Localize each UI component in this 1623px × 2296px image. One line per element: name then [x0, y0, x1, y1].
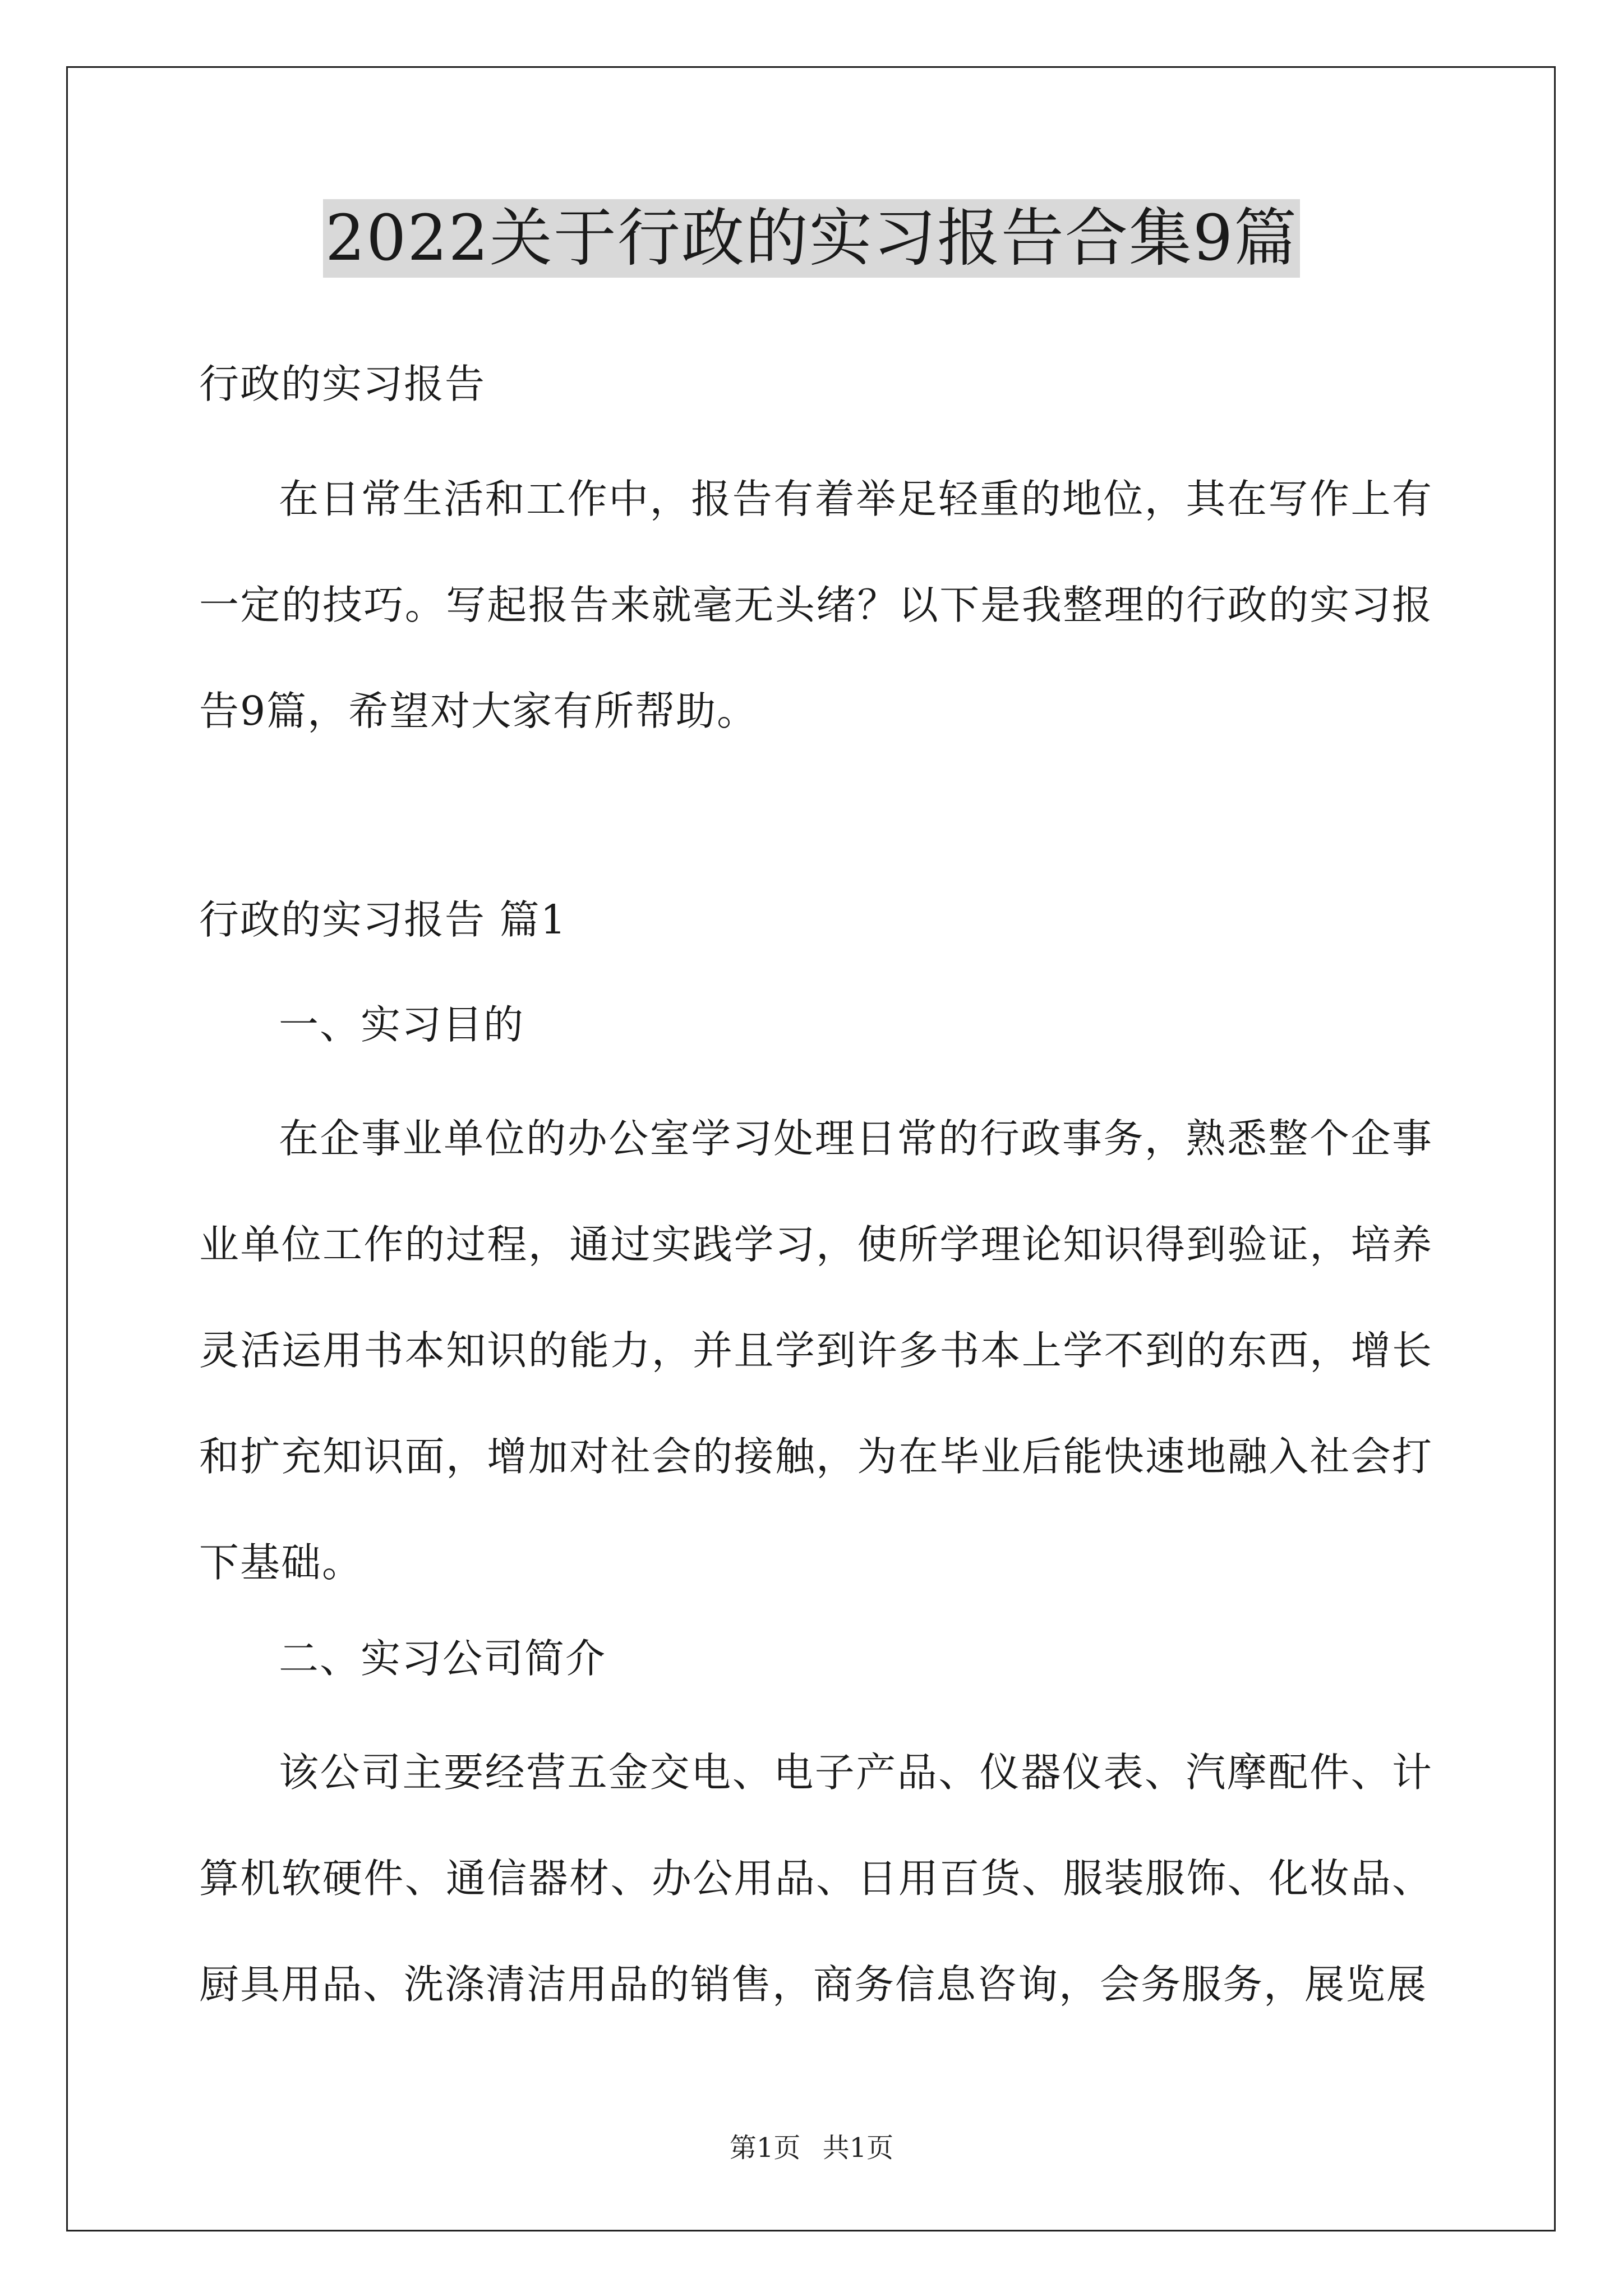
heading-company-intro: 二、实习公司简介 [279, 1635, 607, 1682]
paragraph-company-intro: 该公司主要经营五金交电、电子产品、仪器仪表、汽摩配件、计算机软硬件、通信器材、办公用品、日用百货、服装服饰、化妆品、厨具用品、洗涤清洁用品的销售，商务信息咨询，会务服务，展览展 [199, 1749, 1433, 2008]
intro-paragraph: 在日常生活和工作中，报告有着举足轻重的地位，其在写作上有一定的技巧。写起报告来就毫无头绪？以下是我整理的行政的实习报告9篇，希望对大家有所帮助。 [199, 476, 1433, 734]
section-title: 行政的实习报告 篇1 [199, 896, 567, 943]
document-title: 2022关于行政的实习报告合集9篇 [323, 199, 1300, 278]
page-number: 第1页 [729, 2132, 801, 2164]
intro-heading: 行政的实习报告 [199, 361, 486, 407]
page-total: 共1页 [822, 2132, 894, 2164]
paragraph-purpose: 在企事业单位的办公室学习处理日常的行政事务，熟悉整个企事业单位工作的过程，通过实践学习，使所学理论知识得到验证，培养灵活运用书本知识的能力，并且学到许多书本上学不到的东西，增长和扩充知识面，增加对社会的接触，为在毕业后能快速地融入社会打下基础。 [199, 1115, 1433, 1586]
page-footer [0, 2126, 1623, 2165]
heading-purpose: 一、实习目的 [279, 1001, 525, 1048]
title-container [0, 199, 1623, 278]
